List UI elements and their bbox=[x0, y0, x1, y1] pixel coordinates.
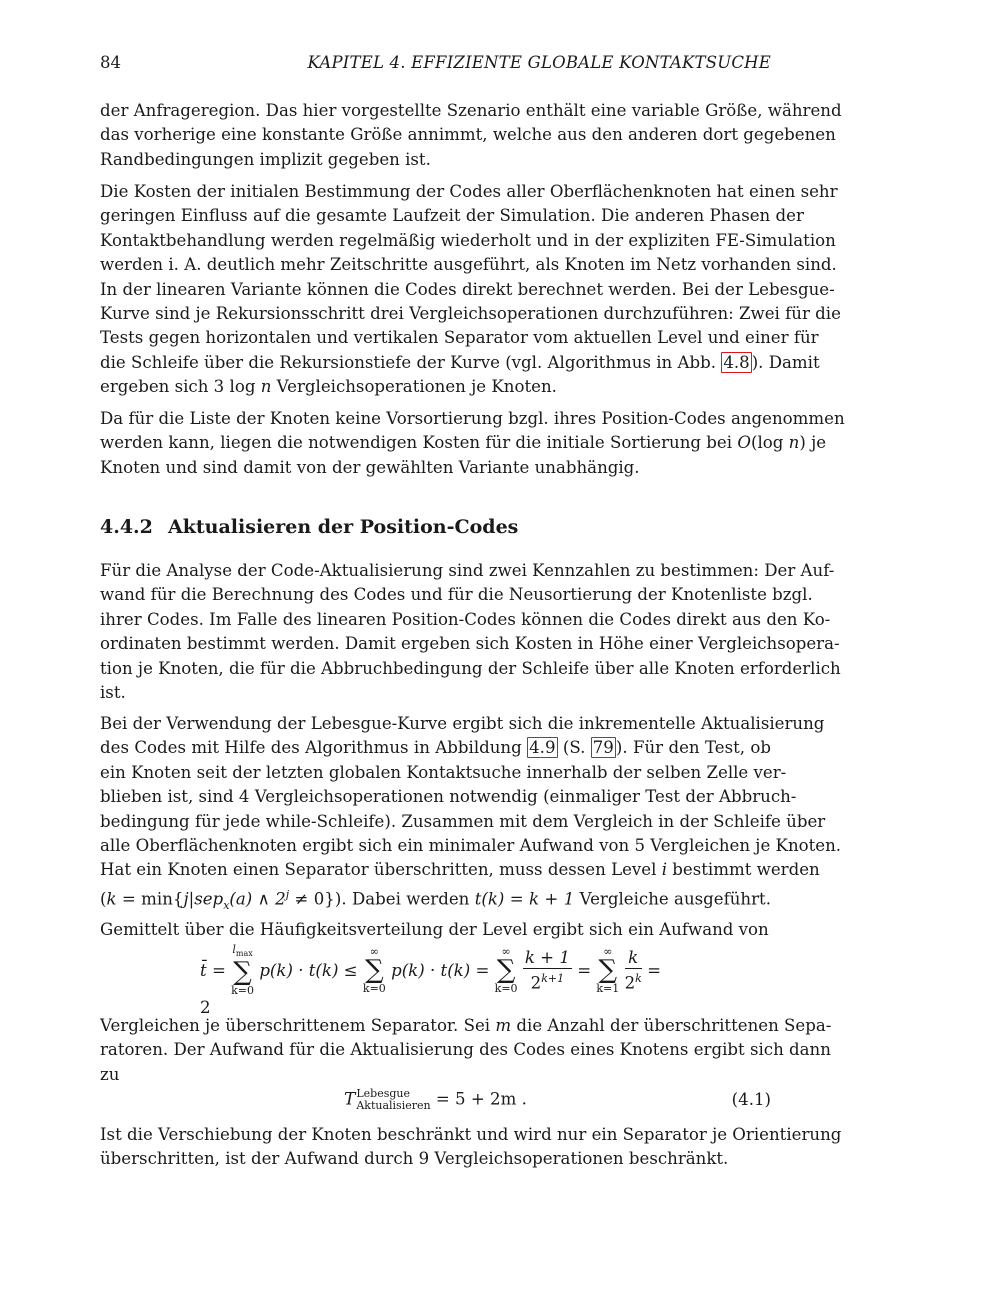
text-line: geringen Einfluss auf die gesamte Laufzeit der Simulation. Die anderen Phasen der bbox=[100, 206, 804, 226]
sum-lmax bbox=[231, 944, 254, 997]
text-line: Kurve sind je Rekursionsschritt drei Vergleichsoperationen durchzuführen: Zwei für die bbox=[100, 304, 841, 324]
math-tbar: t̄ bbox=[200, 961, 207, 981]
text-line bbox=[100, 858, 820, 882]
den-base: 2 bbox=[624, 973, 636, 993]
text-line: der Anfrageregion. Das hier vorgestellte Szenario enthält eine variable Größe, während bbox=[100, 101, 842, 120]
sum-upper: ∞ bbox=[501, 945, 511, 959]
math-rhs: = 5 + 2m . bbox=[435, 1089, 527, 1109]
text-line bbox=[100, 431, 827, 455]
fraction-denominator bbox=[523, 969, 572, 994]
text-line bbox=[100, 375, 771, 399]
display-equation-average-cost bbox=[200, 943, 670, 1018]
math-equals: = bbox=[211, 961, 226, 981]
text-fragment: Vergleichsoperationen je Knoten. bbox=[271, 377, 557, 397]
text-line: das vorherige eine konstante Größe annimmt, welche aus den anderen dort gegebenen bbox=[100, 125, 836, 145]
running-title: KAPITEL 4. EFFIZIENTE GLOBALE KONTAKTSUCHE bbox=[307, 53, 771, 72]
den-exp: k+1 bbox=[541, 971, 565, 985]
math-fragment: | bbox=[188, 889, 195, 909]
section-heading bbox=[100, 514, 771, 540]
math-var: n bbox=[788, 433, 800, 453]
text-line: ordinaten bestimmt werden. Damit ergeben sich Kosten in Höhe einer Vergleichsopera- bbox=[100, 634, 840, 654]
text-fragment: des Codes mit Hilfe des Algorithmus in Abbildung bbox=[100, 738, 528, 758]
math-T: T bbox=[344, 1089, 356, 1110]
paragraph-1 bbox=[100, 99, 842, 172]
text-line: überschritten, ist der Aufwand durch 9 Vergleichsoperationen beschränkt. bbox=[100, 1149, 729, 1169]
math-var: n bbox=[260, 377, 272, 397]
sigma-symbol: ∑ bbox=[496, 955, 516, 986]
text-fragment: werden kann, liegen die notwendigen Kosten für die initiale Sortierung bei bbox=[100, 433, 738, 453]
math-log: log bbox=[757, 433, 784, 453]
math-var: i bbox=[661, 860, 668, 880]
figure-reference-link[interactable]: 4.8 bbox=[723, 352, 750, 372]
math-paren: ( bbox=[100, 889, 107, 909]
math-var: m bbox=[495, 1016, 512, 1035]
page-header bbox=[100, 52, 771, 74]
sum-inf-3 bbox=[596, 946, 619, 995]
text-fragment: je bbox=[805, 433, 827, 453]
equation-body bbox=[344, 1088, 527, 1112]
equation-number: (4.1) bbox=[731, 1090, 771, 1109]
paragraph-3 bbox=[100, 407, 845, 480]
math-superscript: j bbox=[285, 887, 290, 901]
fraction-numerator: k + 1 bbox=[524, 947, 570, 967]
section-title: Aktualisieren der Position-Codes bbox=[168, 516, 519, 538]
text-fragment: ergeben sich 3 bbox=[100, 377, 225, 397]
text-line: Für die Analyse der Code-Aktualisierung sind zwei Kennzahlen zu bestimmen: Der Auf- bbox=[100, 561, 835, 580]
math-fragment: = min{ bbox=[116, 889, 184, 909]
text-line: Gemittelt über die Häufigkeitsverteilung der Level ergibt sich ein Aufwand von bbox=[100, 920, 769, 940]
sum-upper-l: l bbox=[232, 943, 236, 956]
text-line: Randbedingungen implizit gegeben ist. bbox=[100, 149, 431, 169]
sigma-symbol: ∑ bbox=[598, 955, 618, 986]
text-line: In der linearen Variante können die Codes direkt berechnet werden. Bei der Lebesgue- bbox=[100, 279, 835, 299]
page-number: 84 bbox=[100, 53, 121, 72]
text-line: ratoren. Der Aufwand für die Aktualisierung des Codes eines Knotens ergibt sich dann bbox=[100, 1040, 831, 1060]
math-fragment: (a) ∧ 2 bbox=[229, 889, 286, 909]
sum-upper: ∞ bbox=[603, 945, 613, 959]
text-fragment: die Schleife über die Rekursionstiefe der Kurve (vgl. Algorithmus in Abb. bbox=[100, 352, 717, 372]
text-line: Die Kosten der initialen Bestimmung der Codes aller Oberflächenknoten hat einen sehr bbox=[100, 182, 838, 201]
math-paren: ) bbox=[799, 433, 806, 453]
sum-lower: k=0 bbox=[494, 982, 518, 996]
paragraph-7 bbox=[100, 1123, 842, 1172]
sum-upper-sub: max bbox=[235, 949, 253, 959]
fraction-numerator: k bbox=[625, 948, 642, 969]
den-base: 2 bbox=[530, 973, 542, 993]
math-term: p(k) · t(k) = bbox=[391, 961, 490, 981]
text-line: Knoten und sind damit von der gewählten Variante unabhängig. bbox=[100, 457, 640, 477]
den-exp: k bbox=[635, 971, 642, 985]
text-line bbox=[100, 736, 771, 760]
sum-lower: k=0 bbox=[231, 984, 255, 998]
text-fragment: Vergleichen je überschrittenem Separator. Sei bbox=[100, 1016, 496, 1035]
text-line: alle Oberflächenknoten ergibt sich ein minimaler Aufwand von 5 Vergleichen je Knoten. bbox=[100, 836, 842, 856]
math-var: t bbox=[474, 889, 482, 909]
math-result: = 2 bbox=[200, 961, 661, 1018]
text-line bbox=[100, 1014, 832, 1038]
math-fragment: (k) = k + 1 bbox=[481, 889, 575, 909]
math-equals: = bbox=[577, 961, 592, 981]
text-line bbox=[100, 883, 771, 918]
math-scripts bbox=[356, 1088, 430, 1112]
text-line: tion je Knoten, die für die Abbruchbedingung der Schleife über alle Knoten erforderlich bbox=[100, 658, 841, 678]
text-line: Tests gegen horizontalen und vertikalen Separator vom aktuellen Level und einer für bbox=[100, 328, 819, 348]
text-line bbox=[100, 351, 820, 375]
text-line: Da für die Liste der Knoten keine Vorsortierung bzgl. ihres Position-Codes angenommen bbox=[100, 409, 845, 428]
math-paren: ( bbox=[750, 433, 758, 453]
fraction-denominator bbox=[625, 969, 642, 994]
sum-lower: k=0 bbox=[362, 982, 386, 996]
text-fragment: (S. bbox=[557, 738, 591, 758]
math-subscript: x bbox=[223, 898, 230, 912]
paragraph-6 bbox=[100, 1014, 832, 1087]
text-fragment: ). Damit bbox=[751, 352, 820, 372]
fraction-2 bbox=[625, 948, 642, 994]
display-equation-4-1 bbox=[100, 1088, 771, 1118]
paragraph-5 bbox=[100, 712, 842, 943]
text-line: ist. bbox=[100, 683, 126, 703]
math-var: sep bbox=[194, 889, 224, 909]
math-subscript: Aktualisieren bbox=[356, 1099, 431, 1112]
text-line: wand für die Berechnung des Codes und für die Neusortierung der Knotenliste bzgl. bbox=[100, 585, 813, 605]
paragraph-2 bbox=[100, 180, 841, 400]
section-number: 4.4.2 bbox=[100, 516, 153, 538]
text-line: Bei der Verwendung der Lebesgue-Kurve ergibt sich die inkrementelle Aktualisierung bbox=[100, 714, 825, 733]
math-log: log bbox=[229, 377, 256, 397]
text-line: blieben ist, sind 4 Vergleichsoperationen notwendig (einmaliger Test der Abbruch- bbox=[100, 787, 797, 807]
math-term: p(k) · t(k) ≤ bbox=[259, 961, 358, 981]
text-line: ein Knoten seit der letzten globalen Kontaktsuche innerhalb der selben Zelle ver- bbox=[100, 762, 787, 782]
math-fragment: ≠ 0}). Dabei werden bbox=[289, 889, 475, 909]
text-fragment: die Anzahl der überschrittenen Sepa- bbox=[511, 1016, 832, 1035]
text-line: Ist die Verschiebung der Knoten beschränkt und wird nur ein Separator je Orientierung bbox=[100, 1125, 842, 1144]
paragraph-4 bbox=[100, 559, 841, 705]
sigma-symbol: ∑ bbox=[233, 957, 252, 988]
text-fragment: Hat ein Knoten einen Separator überschritten, muss dessen Level bbox=[100, 860, 662, 880]
math-var: O bbox=[737, 433, 751, 453]
text-fragment: bestimmt werden bbox=[667, 860, 820, 880]
figure-reference-link[interactable]: 4.9 bbox=[529, 738, 556, 758]
sigma-symbol: ∑ bbox=[365, 955, 384, 986]
math-superscript: Lebesgue bbox=[356, 1087, 410, 1100]
fraction-1 bbox=[523, 948, 572, 994]
sum-inf-2 bbox=[495, 946, 518, 995]
text-line: Kontaktbehandlung werden regelmäßig wiederholt und in der expliziten FE-Simulation bbox=[100, 230, 836, 250]
text-fragment: Vergleiche ausgeführt. bbox=[574, 889, 771, 909]
text-line: ihrer Codes. Im Falle des linearen Position-Codes können die Codes direkt aus den Ko- bbox=[100, 609, 831, 629]
text-line: bedingung für jede while-Schleife). Zusammen mit dem Vergleich in der Schleife über bbox=[100, 811, 826, 831]
sum-lower: k=1 bbox=[596, 982, 620, 996]
math-var: k bbox=[106, 889, 117, 909]
text-fragment: ). Für den Test, ob bbox=[615, 738, 772, 758]
sum-upper: ∞ bbox=[369, 945, 379, 959]
text-line: werden i. A. deutlich mehr Zeitschritte ausgeführt, als Knoten im Netz vorhanden sind. bbox=[100, 255, 837, 275]
text-line: zu bbox=[100, 1064, 120, 1084]
sum-inf-1 bbox=[363, 946, 386, 995]
math-var: j bbox=[183, 889, 189, 909]
page-reference-link[interactable]: 79 bbox=[592, 738, 614, 758]
